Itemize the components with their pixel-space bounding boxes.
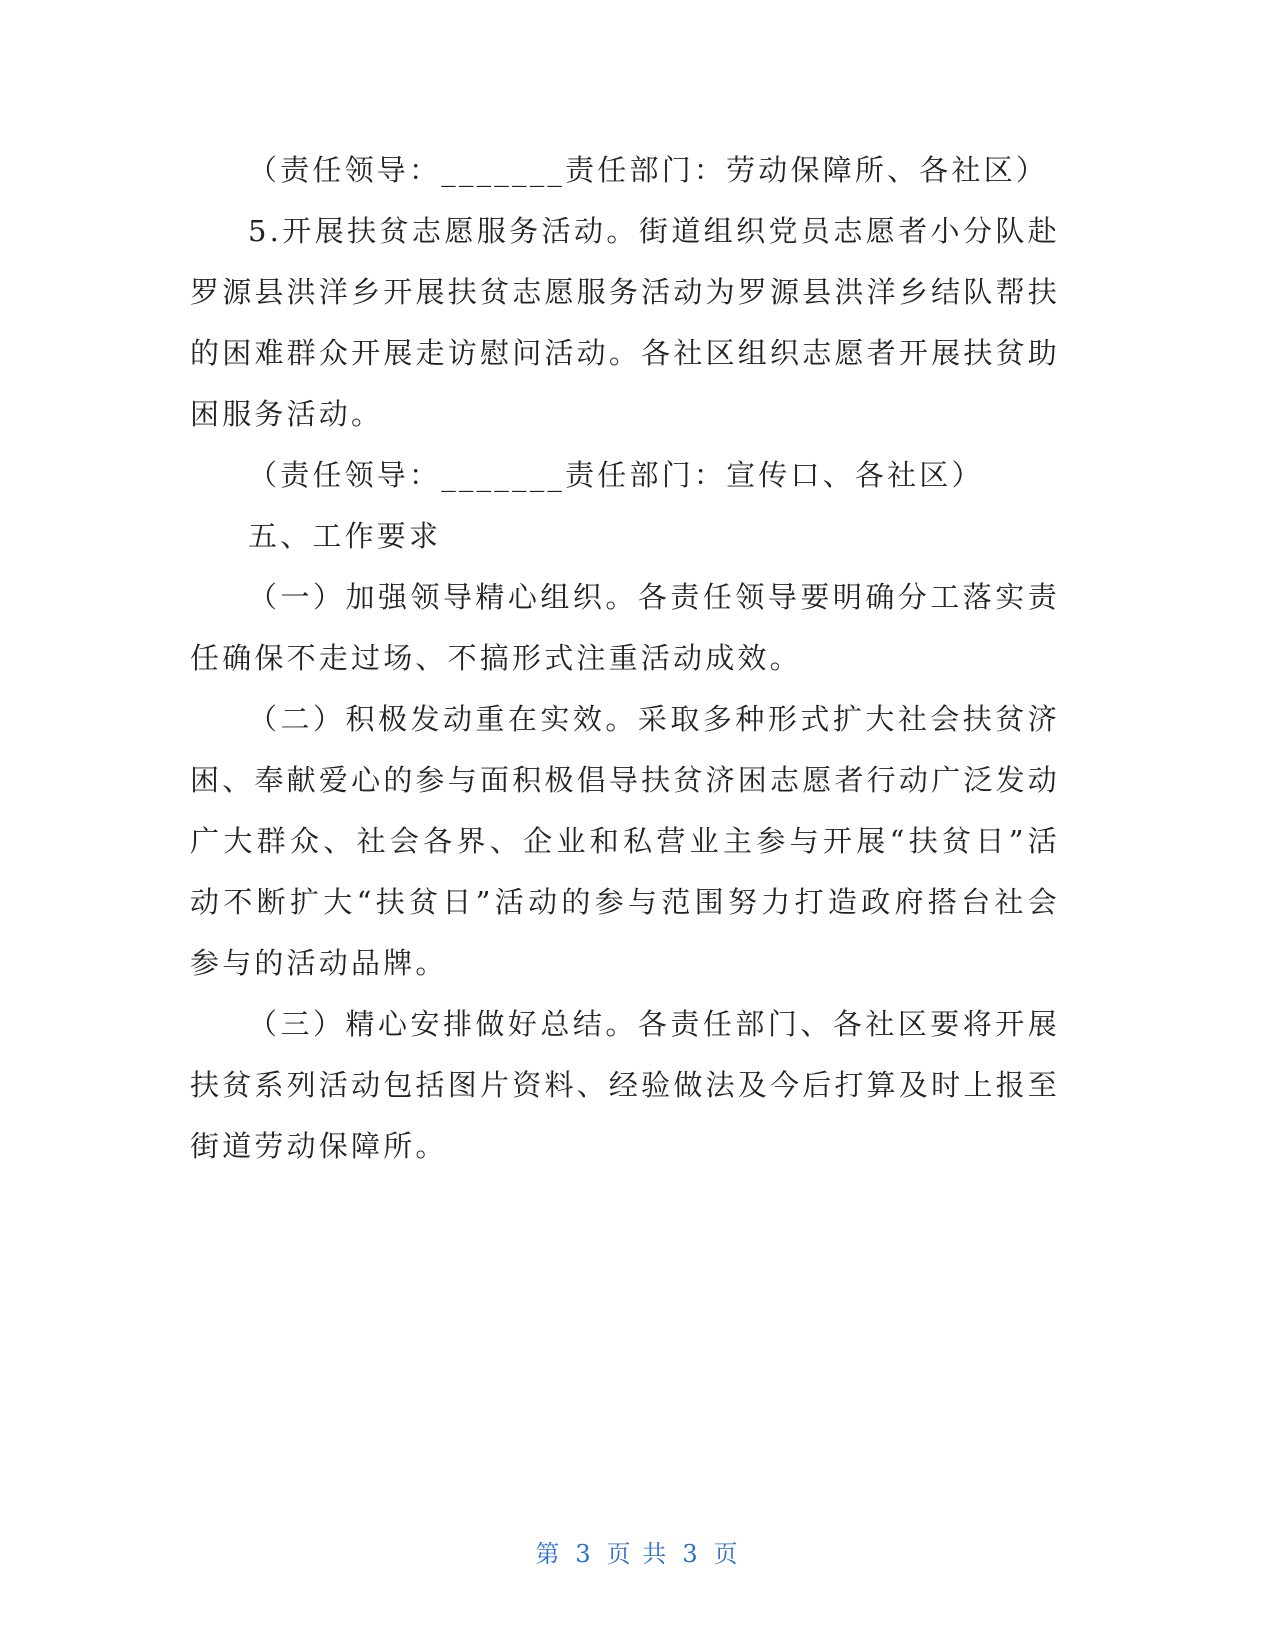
paragraph-item-5: 5.开展扶贫志愿服务活动。街道组织党员志愿者小分队赴罗源县洪洋乡开展扶贫志愿服务活动为罗源县洪洋乡结队帮扶的困难群众开展走访慰问活动。各社区组织志愿者开展扶贫助困服务活动。 — [190, 214, 1060, 431]
paragraph-requirement-3: （三）精心安排做好总结。各责任部门、各社区要将开展扶贫系列活动包括图片资料、经验做法及今后打算及时上报至街道劳动保障所。 — [190, 1007, 1060, 1163]
footer-current-page: 3 — [575, 1540, 593, 1568]
document-body — [190, 140, 1060, 1177]
paragraph-requirement-1: （一）加强领导精心组织。各责任领导要明确分工落实责任确保不走过场、不搞形式注重活动成效。 — [190, 580, 1060, 675]
footer-prefix: 第 — [535, 1540, 562, 1568]
section-heading-work-requirements: 五、工作要求 — [248, 519, 442, 553]
paragraph-responsibility-2: （责任领导：_______责任部门：宣传口、各社区） — [248, 458, 984, 492]
page-footer — [0, 1534, 1275, 1569]
footer-middle: 页 共 — [606, 1540, 669, 1568]
paragraph-responsibility-1: （责任领导：_______责任部门：劳动保障所、各社区） — [248, 153, 1049, 187]
footer-total-pages: 3 — [682, 1540, 700, 1568]
footer-suffix: 页 — [713, 1540, 740, 1568]
paragraph-requirement-2: （二）积极发动重在实效。采取多种形式扩大社会扶贫济困、奉献爱心的参与面积极倡导扶贫济困志愿者行动广泛发动广大群众、社会各界、企业和私营业主参与开展“扶贫日”活动不断扩大“扶贫日”活动的参与范围努力打造政府搭台社会参与的活动品牌。 — [190, 702, 1060, 980]
